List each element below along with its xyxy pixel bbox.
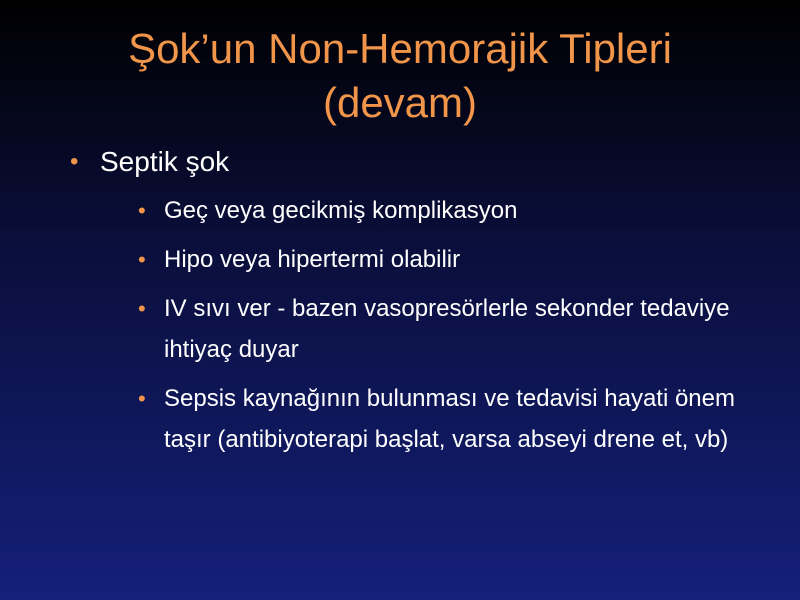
bullet-item-septik-sok [70, 142, 770, 460]
bullet-text: Septik şok [100, 146, 230, 177]
sub-bullet-item [130, 288, 770, 370]
bullet-icon: • [138, 296, 146, 321]
slide-title [40, 22, 760, 130]
bullet-list [70, 142, 770, 468]
sub-bullet-item [130, 190, 770, 231]
title-line-2: (devam) [322, 79, 478, 126]
sub-bullet-item [130, 239, 770, 280]
sub-bullet-item [130, 378, 770, 460]
sub-bullet-text: Sepsis kaynağının bulunması ve tedavisi hayati önem taşır (antibiyoterapi başlat, varsa abseyi drene et, vb) [164, 385, 735, 453]
bullet-icon: • [138, 247, 146, 272]
sub-bullet-text: IV sıvı ver - bazen vasopresörlerle sekonder tedaviye ihtiyaç duyar [164, 295, 730, 363]
bullet-icon: • [138, 386, 146, 411]
bullet-icon: • [138, 198, 146, 223]
title-line-1: Şok’un Non-Hemorajik Tipleri [128, 25, 672, 72]
bullet-icon: • [70, 148, 79, 175]
sub-bullet-text: Hipo veya hipertermi olabilir [164, 246, 461, 273]
sub-bullet-text: Geç veya gecikmiş komplikasyon [164, 197, 518, 224]
sub-bullet-list [100, 190, 770, 460]
